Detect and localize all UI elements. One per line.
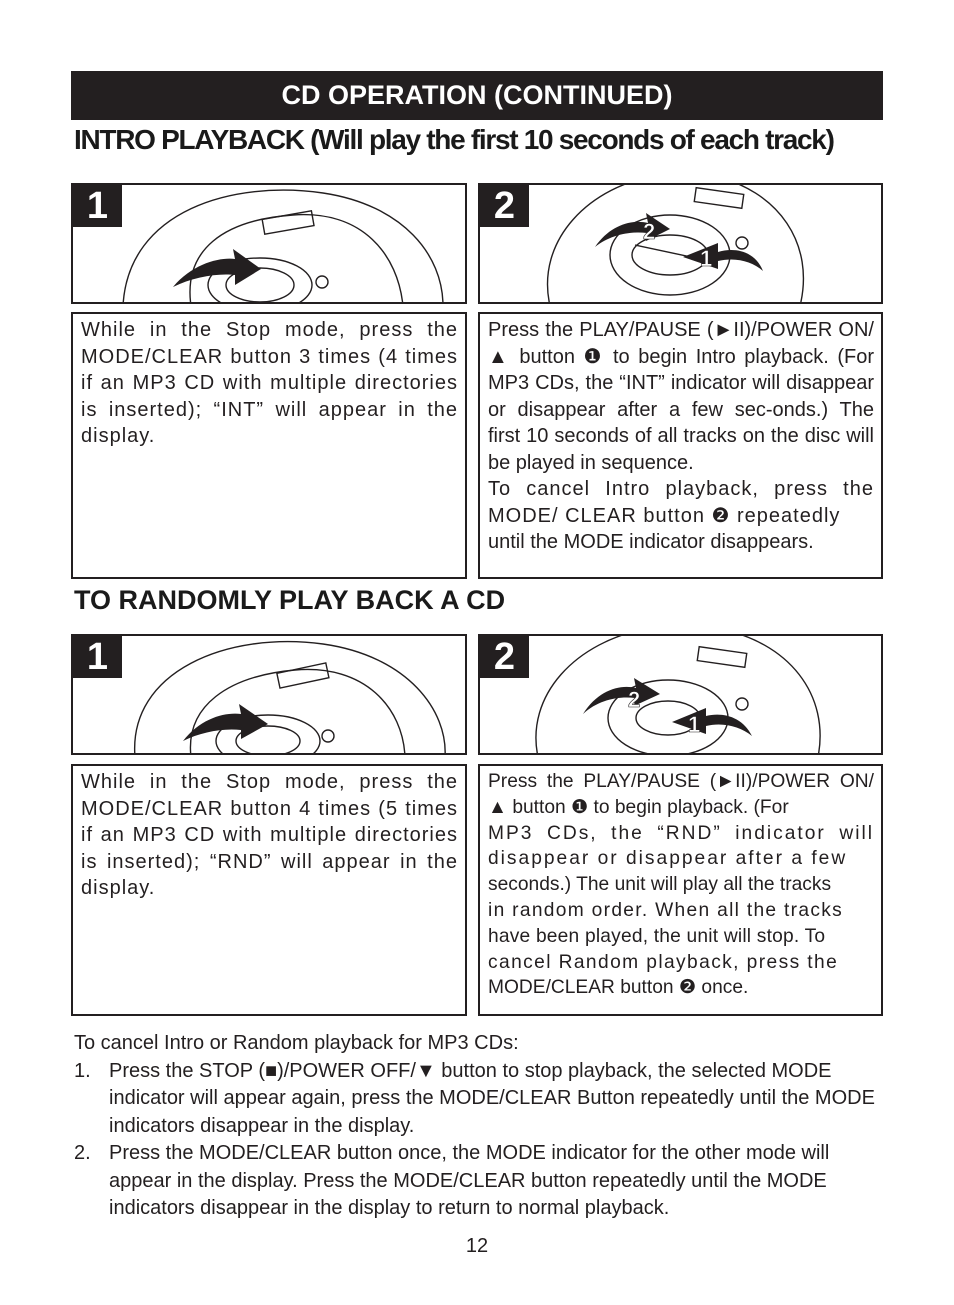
random-step1-text-box: [71, 764, 467, 1016]
random-step2-arrow-1: [672, 708, 752, 736]
random-playback-heading: TO RANDOMLY PLAY BACK A CD: [74, 585, 506, 615]
intro-step1-arrow: [173, 249, 261, 287]
mp3-cancel-item-2: [74, 1140, 884, 1223]
intro-step1-text-box: [71, 312, 467, 579]
random-step2-text-b: MP3 CDs, the “RND” indicator will disappear or disappear after a few: [488, 822, 874, 870]
random-step2-arrow-2: [583, 678, 660, 714]
random-step2-text-g: MODE/CLEAR button ❷ once.: [488, 977, 749, 999]
mp3-cancel-item-1: [74, 1058, 884, 1141]
intro-step2-text-a: Press the PLAY/PAUSE (►II)/POWER ON/▲ button ❶ to begin Intro playback. (For MP3 CDs, the “INT” indicator will disappear or disappear after a few sec-onds.) The first 10 seconds of all tracks on the disc will be played in sequence.: [488, 319, 874, 474]
mp3-cancel-intro: To cancel Intro or Random playback for MP3 CDs:: [74, 1032, 519, 1054]
random-step2-text-f: cancel Random playback, press the: [488, 951, 839, 973]
random-step2-text-d: in random order. When all the tracks: [488, 899, 844, 921]
page-number: 12: [465, 1235, 489, 1257]
intro-step2-text-b: To cancel Intro playback, press the MODE/ CLEAR button ❷ repeatedly: [488, 478, 874, 527]
random-step1-text: While in the Stop mode, press the MODE/CLEAR button 4 times (5 times if an MP3 CD with multiple directories is inserted); “RND” will appear in the display.: [81, 771, 458, 899]
item-text: Press the STOP (■)/POWER OFF/▼ button to stop playback, the selected MODE indicator will appear again, press the MODE/CLEAR Button repeatedly until the MODE indicators disappear in the display.: [109, 1059, 875, 1137]
intro-playback-heading: INTRO PLAYBACK (Will play the first 10 seconds of each track): [74, 124, 834, 155]
intro-step2-badge: 2: [480, 185, 529, 227]
intro-step1-text: While in the Stop mode, press the MODE/CLEAR button 3 times (4 times if an MP3 CD with multiple directories is inserted); “INT” will appear in the display.: [81, 319, 458, 447]
intro-step1-illustration: [71, 183, 467, 304]
random-step1-illustration: [71, 634, 467, 755]
intro-step1-badge: 1: [73, 185, 122, 227]
mp3-cancel-instructions: [74, 1030, 884, 1223]
intro-step2-arrow-1: [683, 243, 763, 271]
item-number: 1.: [74, 1059, 91, 1082]
item-number: 2.: [74, 1142, 91, 1164]
random-step1-badge: 1: [73, 636, 122, 678]
random-callout-1: 1: [688, 712, 701, 737]
random-step2-text-a: Press the PLAY/PAUSE (►II)/POWER ON/▲ button ❶ to begin playback. (For: [488, 771, 874, 818]
intro-step2-illustration: [478, 183, 883, 304]
random-step2-badge: 2: [480, 636, 529, 678]
random-step2-illustration: [478, 634, 883, 755]
random-callout-2: 2: [628, 687, 641, 712]
intro-step2-text-c: until the MODE indicator disappears.: [488, 531, 814, 553]
random-step2-text-c: seconds.) The unit will play all the tracks: [488, 874, 832, 896]
intro-callout-2: 2: [643, 219, 656, 244]
intro-step2-arrow-2: [595, 213, 670, 247]
section-banner: CD OPERATION (CONTINUED): [71, 71, 883, 120]
random-step2-text-box: [478, 764, 883, 1016]
item-text: Press the MODE/CLEAR button once, the MODE indicator for the other mode will appear in the display. Press the MODE/CLEAR button repeatedly until the MODE indicators disappear in the display to return to normal playback.: [109, 1142, 830, 1219]
random-step2-text-e: have been played, the unit will stop. To: [488, 925, 826, 947]
intro-callout-1: 1: [700, 246, 713, 271]
intro-step2-text-box: [478, 312, 883, 579]
